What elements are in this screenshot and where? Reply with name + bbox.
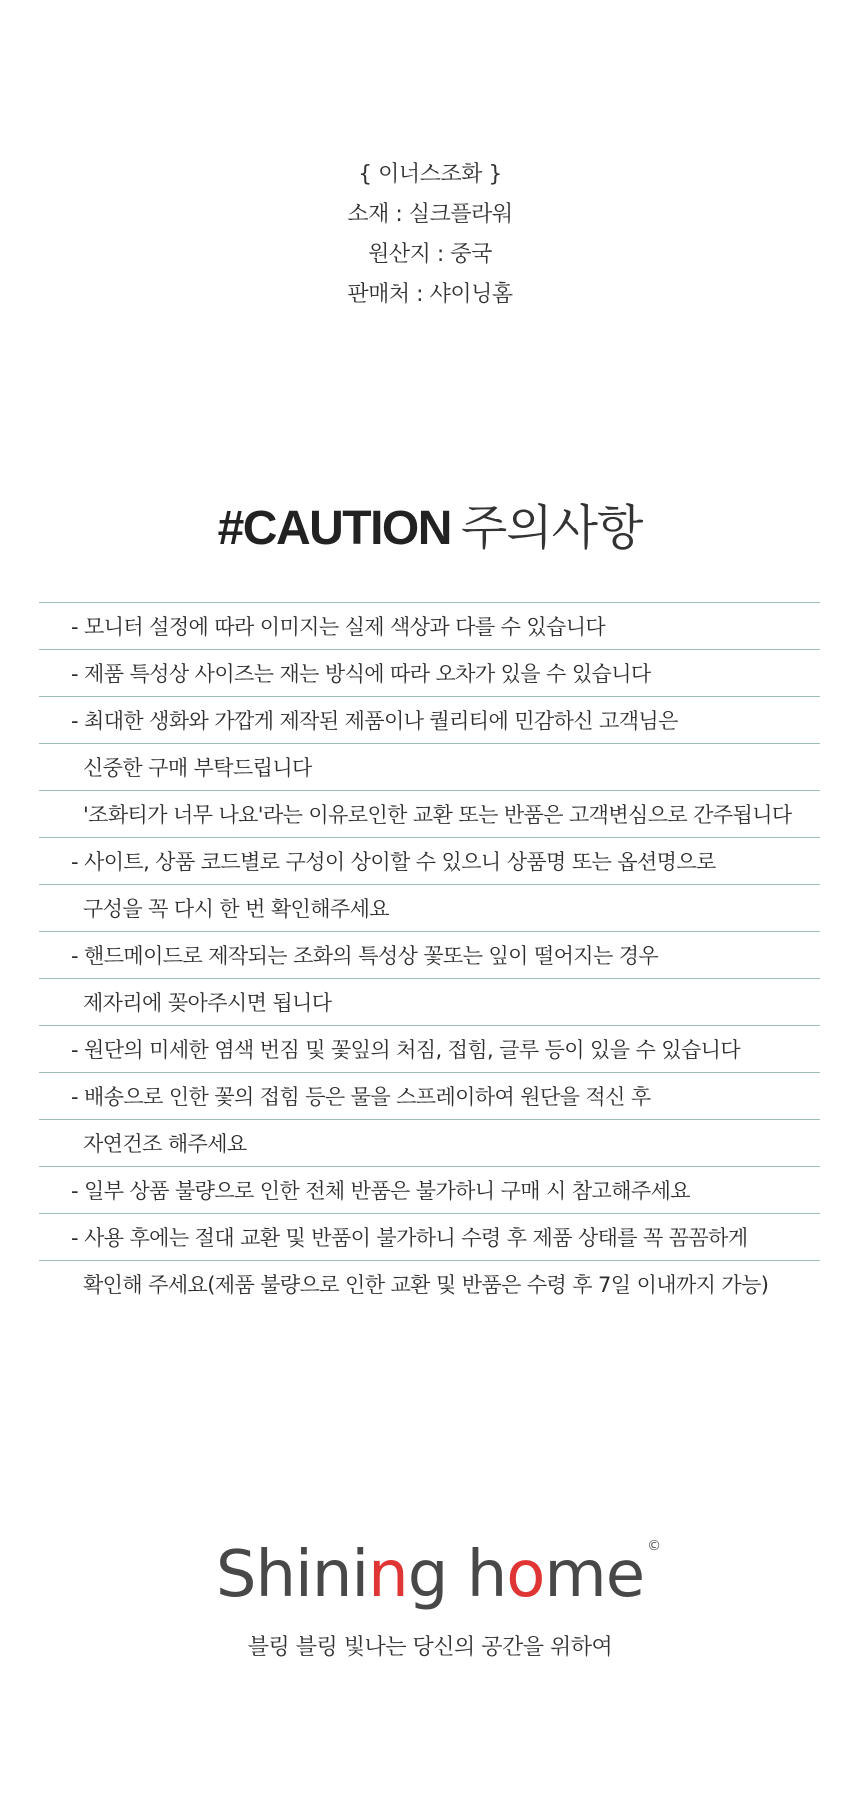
caution-row: [39, 885, 820, 932]
caution-text: - 원단의 미세한 염색 번짐 및 꽃잎의 처짐, 접힘, 글루 등이 있을 수 있습니다: [71, 1038, 740, 1062]
caution-list: [39, 602, 820, 1308]
caution-row: [39, 838, 820, 885]
caution-text: - 모니터 설정에 따라 이미지는 실제 색상과 다를 수 있습니다: [71, 615, 606, 639]
caution-row: [39, 1026, 820, 1073]
caution-heading-en: #CAUTION: [217, 502, 451, 555]
brand-logo-wrap: [0, 1535, 860, 1615]
caution-row: [39, 1167, 820, 1214]
caution-row: [39, 1120, 820, 1167]
caution-row: [39, 1261, 820, 1308]
caution-heading: [0, 495, 860, 562]
product-name: { 이너스조화 }: [358, 162, 502, 187]
caution-row: [39, 932, 820, 979]
caution-heading-ko: 주의사항: [460, 500, 643, 556]
caution-row: [39, 979, 820, 1026]
brand-logo: [215, 1535, 661, 1615]
caution-text: 확인해 주세요(제품 불량으로 인한 교환 및 반품은 수령 후 7일 이내까지 가능): [83, 1273, 769, 1297]
caution-text: - 사이트, 상품 코드별로 구성이 상이할 수 있으니 상품명 또는 옵션명으로: [71, 850, 716, 874]
brand-tagline: 블링 블링 빛나는 당신의 공간을 위하여: [247, 1635, 613, 1660]
caution-text: 신중한 구매 부탁드립니다: [83, 756, 312, 780]
product-material: 소재 : 실크플라워: [347, 202, 513, 227]
logo-text-part: g h: [407, 1538, 507, 1612]
caution-text: - 핸드메이드로 제작되는 조화의 특성상 꽃또는 잎이 떨어지는 경우: [71, 944, 659, 968]
caution-row: [39, 1073, 820, 1120]
caution-row: [39, 697, 820, 744]
product-origin: 원산지 : 중국: [368, 242, 492, 267]
caution-row: [39, 1214, 820, 1261]
caution-text: 제자리에 꽂아주시면 됩니다: [83, 991, 332, 1015]
caution-row: [39, 791, 820, 838]
caution-text: - 최대한 생화와 가깝게 제작된 제품이나 퀄리티에 민감하신 고객님은: [71, 709, 678, 733]
caution-text: 구성을 꼭 다시 한 번 확인해주세요: [83, 897, 389, 921]
caution-text: - 사용 후에는 절대 교환 및 반품이 불가하니 수령 후 제품 상태를 꼭 꼼꼼하게: [71, 1226, 748, 1250]
logo-text-part: me: [544, 1538, 645, 1612]
caution-text: - 제품 특성상 사이즈는 재는 방식에 따라 오차가 있을 수 있습니다: [71, 662, 651, 686]
product-seller: 판매처 : 샤이닝홈: [347, 282, 513, 307]
product-info: [0, 155, 860, 315]
caution-text: - 배송으로 인한 꽃의 접힘 등은 물을 스프레이하여 원단을 적신 후: [71, 1085, 651, 1109]
logo-text-part: Shini: [215, 1538, 369, 1612]
copyright-icon: ©: [647, 1538, 661, 1554]
caution-row: [39, 744, 820, 791]
caution-row: [39, 650, 820, 697]
caution-text: - 일부 상품 불량으로 인한 전체 반품은 불가하니 구매 시 참고해주세요: [71, 1179, 690, 1203]
caution-text: '조화티가 너무 나요'라는 이유로인한 교환 또는 반품은 고객변심으로 간주됩니다: [83, 803, 792, 827]
logo-house-accent: o: [506, 1538, 545, 1612]
caution-row: [39, 603, 820, 650]
logo-accent-letter: n: [368, 1538, 408, 1612]
caution-text: 자연건조 해주세요: [83, 1132, 247, 1156]
